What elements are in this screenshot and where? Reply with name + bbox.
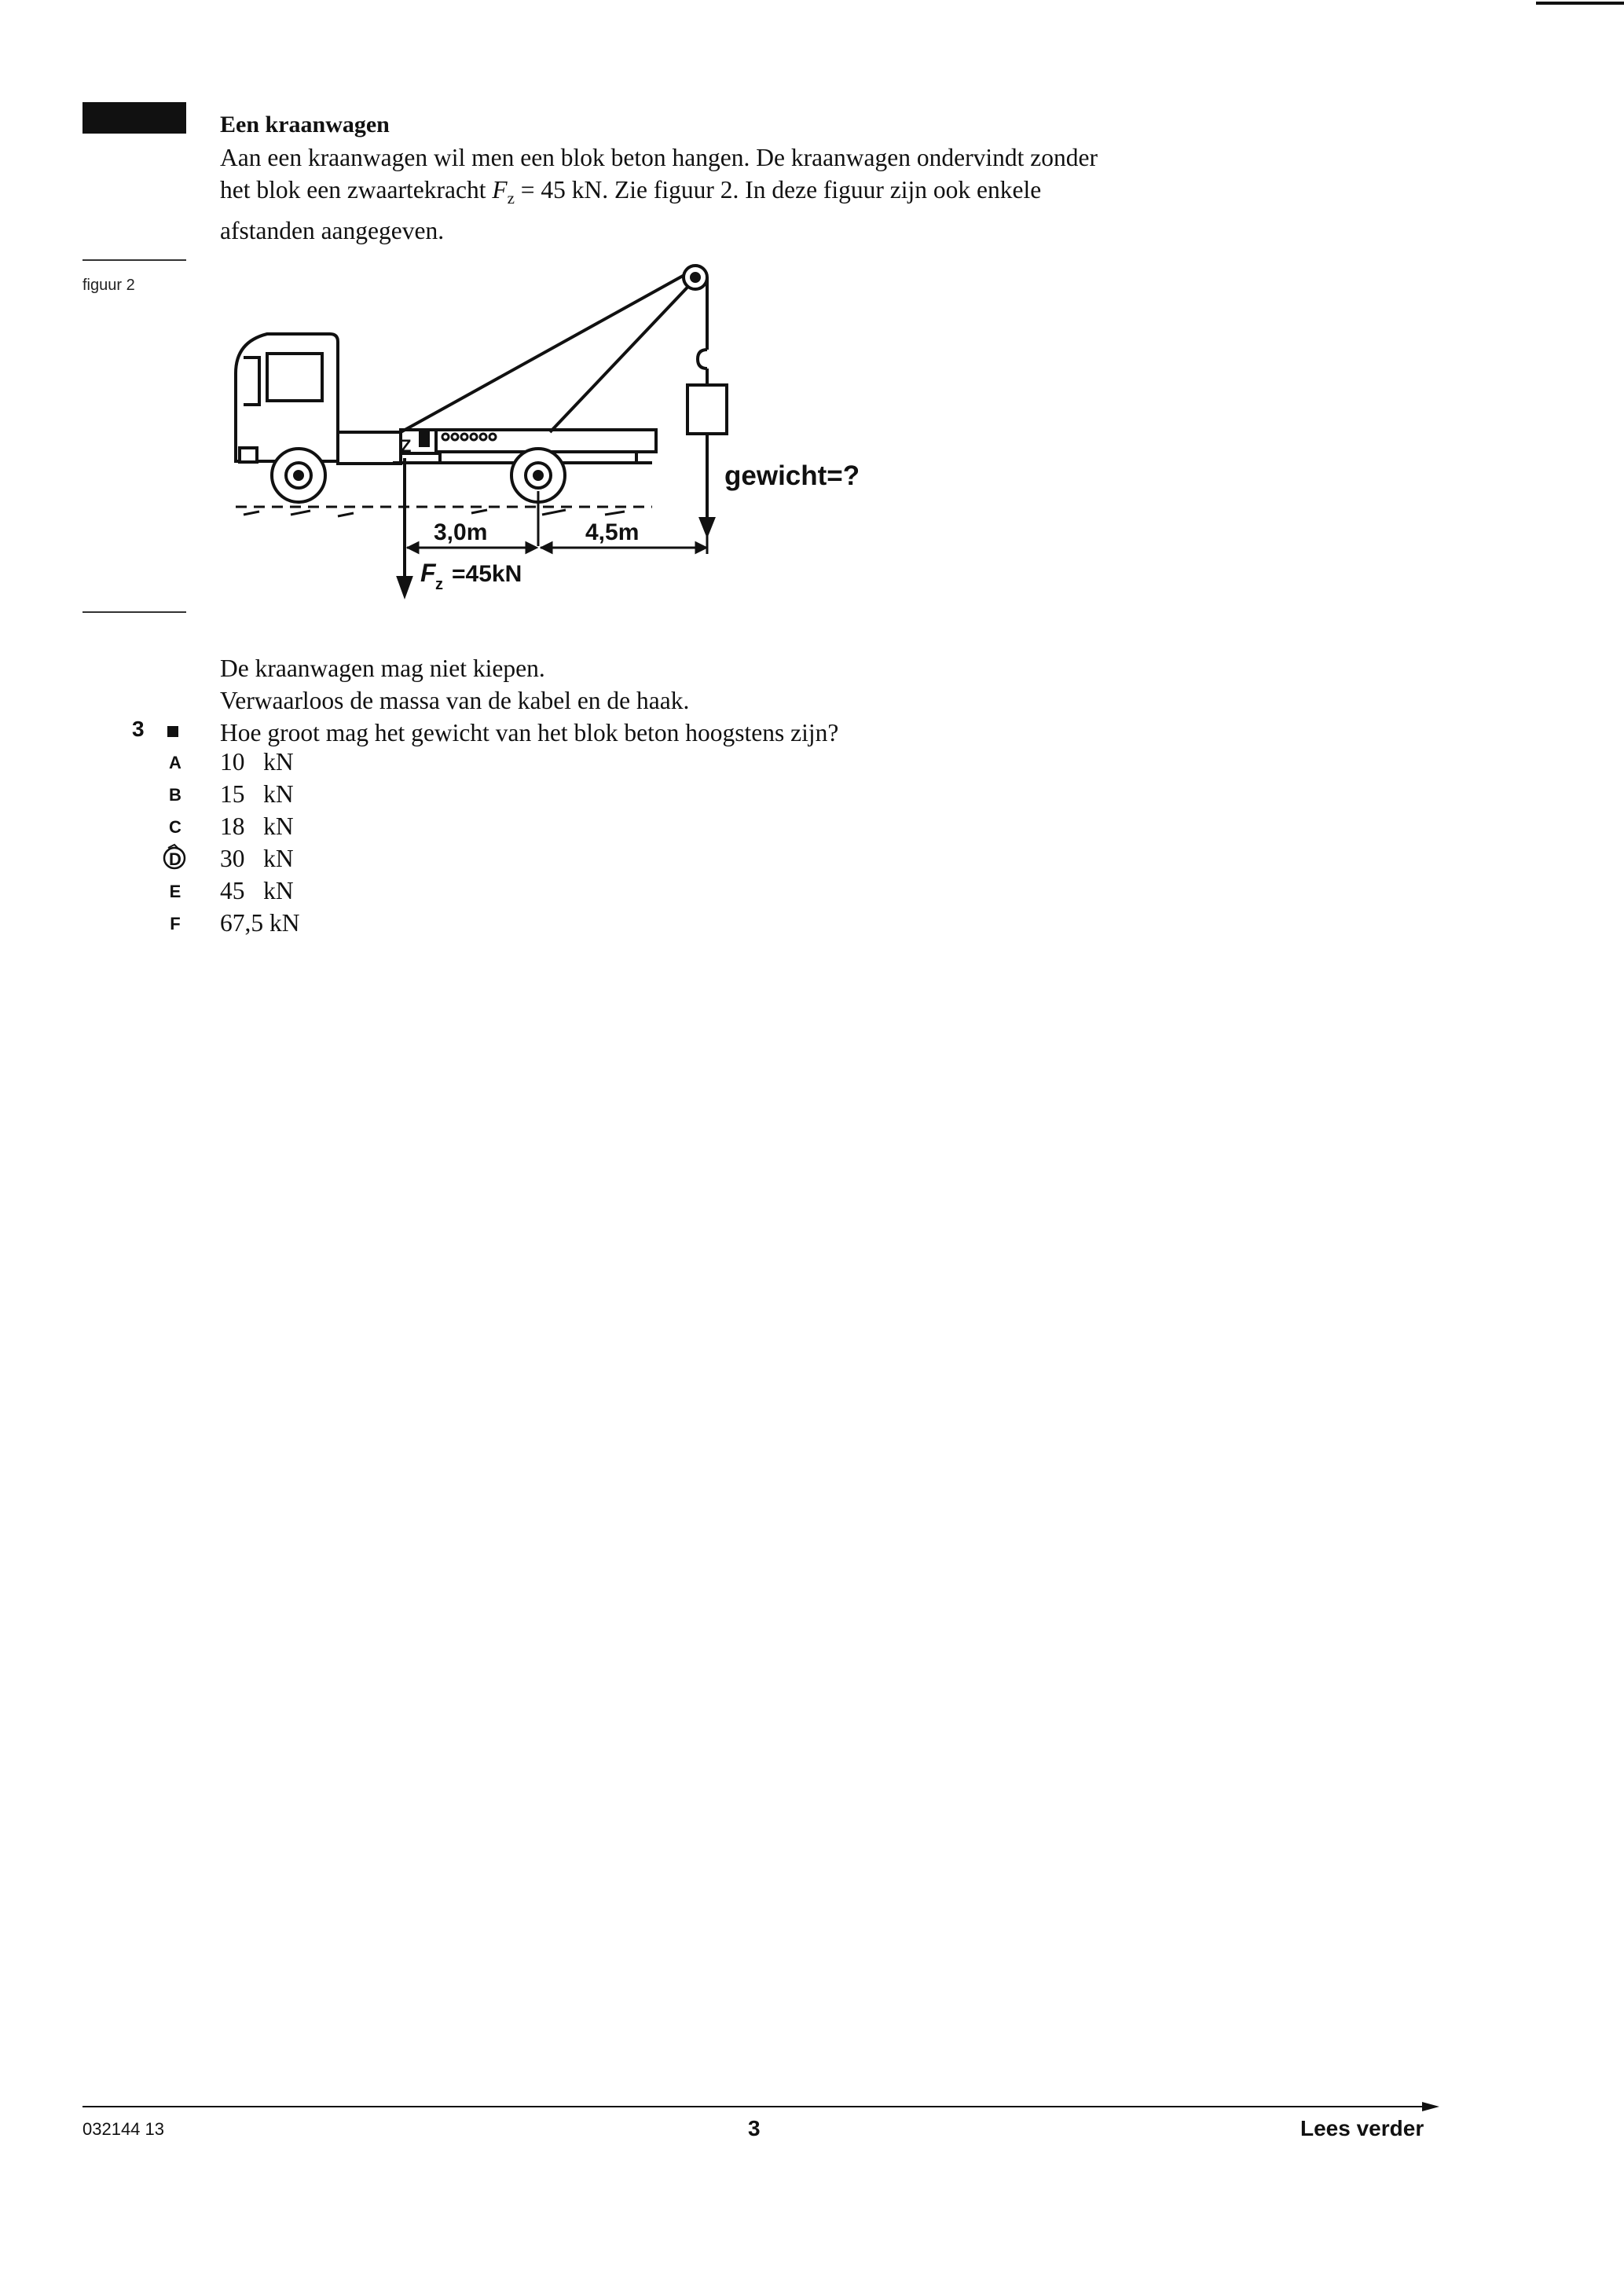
wheels	[272, 449, 565, 502]
option-letter-d: D	[169, 849, 181, 869]
option-value-d: 30 kN	[220, 845, 294, 872]
option-value-e: 45 kN	[220, 877, 294, 904]
continue-label: Lees verder	[1300, 2116, 1424, 2140]
intro-text	[220, 141, 1320, 247]
option-letter-e: E	[169, 882, 181, 901]
section-marker	[82, 102, 186, 134]
force-symbol: F	[492, 176, 508, 204]
arrow-right-icon	[1422, 2099, 1439, 2114]
force-label-subscript: z	[435, 576, 443, 593]
truck-bed	[338, 430, 656, 464]
center-of-gravity-label: Z	[401, 436, 412, 456]
crane-truck-figure	[212, 255, 904, 609]
distance-left-label: 3,0m	[434, 519, 488, 545]
figure-label: figuur 2	[82, 277, 135, 294]
option-letter-c: C	[169, 817, 181, 837]
weight-label: gewicht=?	[724, 460, 860, 491]
ground	[236, 507, 652, 516]
weight-arrow	[701, 434, 713, 534]
crane-boom	[401, 266, 707, 432]
footer-rule	[82, 2106, 1434, 2107]
question-number: 3	[132, 717, 145, 741]
intro-line-2	[220, 174, 1320, 215]
figure-bottom-rule	[82, 611, 186, 613]
question-bullet	[167, 726, 178, 737]
distance-right-label: 4,5m	[585, 519, 640, 545]
option-letter-f: F	[170, 914, 181, 933]
instruction-line-2: Verwaarloos de massa van de kabel en de haak.	[220, 687, 690, 714]
force-label-value: =45kN	[452, 561, 522, 587]
option-value-b: 15 kN	[220, 780, 294, 808]
question-text: Hoe groot mag het gewicht van het blok beton hoogstens zijn?	[220, 719, 839, 746]
intro-line-1: Aan een kraanwagen wil men een blok beton hangen. De kraanwagen ondervindt zonder	[220, 144, 1098, 171]
intro-line-2-start: het blok een zwaartekracht	[220, 176, 493, 204]
page-number: 3	[748, 2116, 761, 2140]
truck-cab	[236, 334, 338, 462]
figure-top-rule	[82, 259, 186, 261]
option-value-f: 67,5 kN	[220, 909, 300, 937]
section-title: Een kraanwagen	[220, 112, 390, 138]
force-subscript: z	[507, 189, 515, 207]
concrete-block	[687, 369, 727, 434]
corner-line	[1536, 2, 1624, 5]
instruction-line-1: De kraanwagen mag niet kiepen.	[220, 655, 545, 682]
force-arrow	[398, 458, 411, 595]
option-letter-a: A	[169, 753, 181, 772]
intro-line-3: afstanden aangegeven.	[220, 217, 445, 244]
force-label-symbol: F	[420, 559, 436, 587]
option-value-c: 18 kN	[220, 812, 294, 840]
instructions	[220, 652, 838, 749]
document-code: 032144 13	[82, 2119, 164, 2139]
option-value-a: 10 kN	[220, 748, 294, 776]
option-letter-b: B	[169, 785, 181, 805]
intro-line-2-end: = 45 kN. Zie figuur 2. In deze figuur zijn ook enkele	[514, 176, 1042, 204]
